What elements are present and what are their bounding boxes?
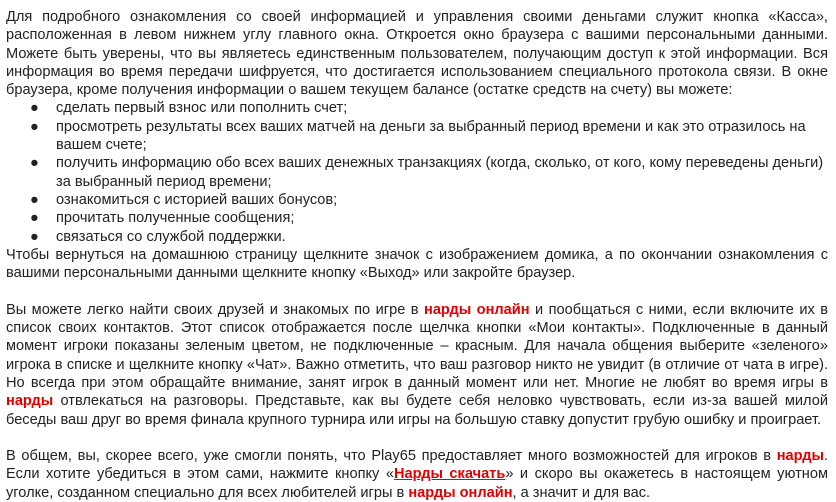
summary-text-3: » и скоро вы окажетесь в настоящем уютном уголке, созданном специально для всех любителей игры в <box>6 466 828 501</box>
list-item-text: связаться со службой поддержки. <box>56 228 286 245</box>
list-item <box>6 191 828 209</box>
bullet-icon: ● <box>30 100 39 117</box>
paragraph-cashier-intro: Для подробного ознакомления со своей информацией и управления своими деньгами служит кнопка «Касса», расположенная в левом нижнем углу главного окна. Откроется окно браузера с вашими персональными данными. Можете быть уверены, что вы являетесь единственным пользователем, получающим доступ к этой информации. Вся информация во время передачи шифруется, что достигается использованием специального протокола связи. В окне браузера, кроме получения информации о вашем текущем балансе (остатке средств на счету) вы можете: <box>6 9 828 99</box>
list-item <box>6 228 828 246</box>
paragraph-exit <box>6 246 828 283</box>
cashier-options-list <box>6 99 828 245</box>
paragraph-gap <box>6 282 828 300</box>
list-item-text: сделать первый взнос или пополнить счет; <box>56 100 348 117</box>
list-item-text: просмотреть результаты всех ваших матчей на деньги за выбранный период времени и как это отразилось на вашем счете; <box>56 118 806 154</box>
paragraph-contacts <box>6 301 828 429</box>
list-item-text: ознакомиться с историей ваших бонусов; <box>56 191 338 208</box>
contacts-text-3: отвлекаться на разговоры. Представьте, как вы будете себя неловко чувствовать, если из-за вашей милой беседы ваш друг во время финала крупного турнира или игры на большую ставку допустит грубую ошибку и проиграет. <box>6 393 828 428</box>
bullet-icon: ● <box>30 228 39 245</box>
download-backgammon-link[interactable]: Нарды скачать <box>393 466 506 483</box>
list-item <box>6 99 828 117</box>
list-item-text: прочитать полученные сообщения; <box>56 210 295 227</box>
bullet-icon: ● <box>30 210 39 227</box>
paragraph-exit-text: Чтобы вернуться на домашнюю страницу щелкните значок с изображением домика, а по окончании ознакомления с вашими персональными данными щелкните кнопку «Выход» или закройте браузер. <box>6 246 828 282</box>
backgammon-keyword: нарды <box>776 448 824 465</box>
list-item <box>6 209 828 227</box>
contacts-text-1: Вы можете легко найти своих друзей и знакомых по игре в <box>6 301 424 318</box>
backgammon-online-link[interactable]: нарды онлайн <box>424 301 530 318</box>
summary-text-1: В общем, вы, скорее всего, уже смогли понять, что Play65 предоставляет много возможностей для игроков в <box>6 448 777 465</box>
paragraph-cashier <box>6 8 828 99</box>
list-item <box>6 118 828 155</box>
bullet-icon: ● <box>30 118 39 135</box>
summary-text-4: , а значит и для вас. <box>512 484 651 501</box>
paragraph-gap <box>6 429 828 447</box>
list-item <box>6 154 828 191</box>
contacts-text-2: и пообщаться с ними, если включите их в список своих контактов. Этот список отображается после щелчка кнопки «Мои контакты». Подключенные в данный момент игроки показаны зеленым цветом, не подключенные – красным. Для начала общения выберите «зеленого» игрока в списке и щелкните кнопку «Чат». Важно отметить, что ваш разговор никто не увидит (в отличие от чата в игре). Но всегда при этом обращайте внимание, занят игрок в данный момент или нет. Многие не любят во время игры в <box>6 301 828 391</box>
summary-text-2: . Если хотите убедиться в этом сами, нажмите кнопку « <box>6 448 828 483</box>
list-item-text: получить информацию обо всех ваших денежных транзакциях (когда, сколько, от кого, кому переведены деньги) за выбранный период времени; <box>56 155 824 190</box>
bullet-icon: ● <box>30 155 39 172</box>
paragraph-summary <box>6 447 828 502</box>
backgammon-keyword: нарды <box>6 393 54 410</box>
bullet-icon: ● <box>30 191 39 208</box>
backgammon-online-link[interactable]: нарды онлайн <box>408 484 513 501</box>
